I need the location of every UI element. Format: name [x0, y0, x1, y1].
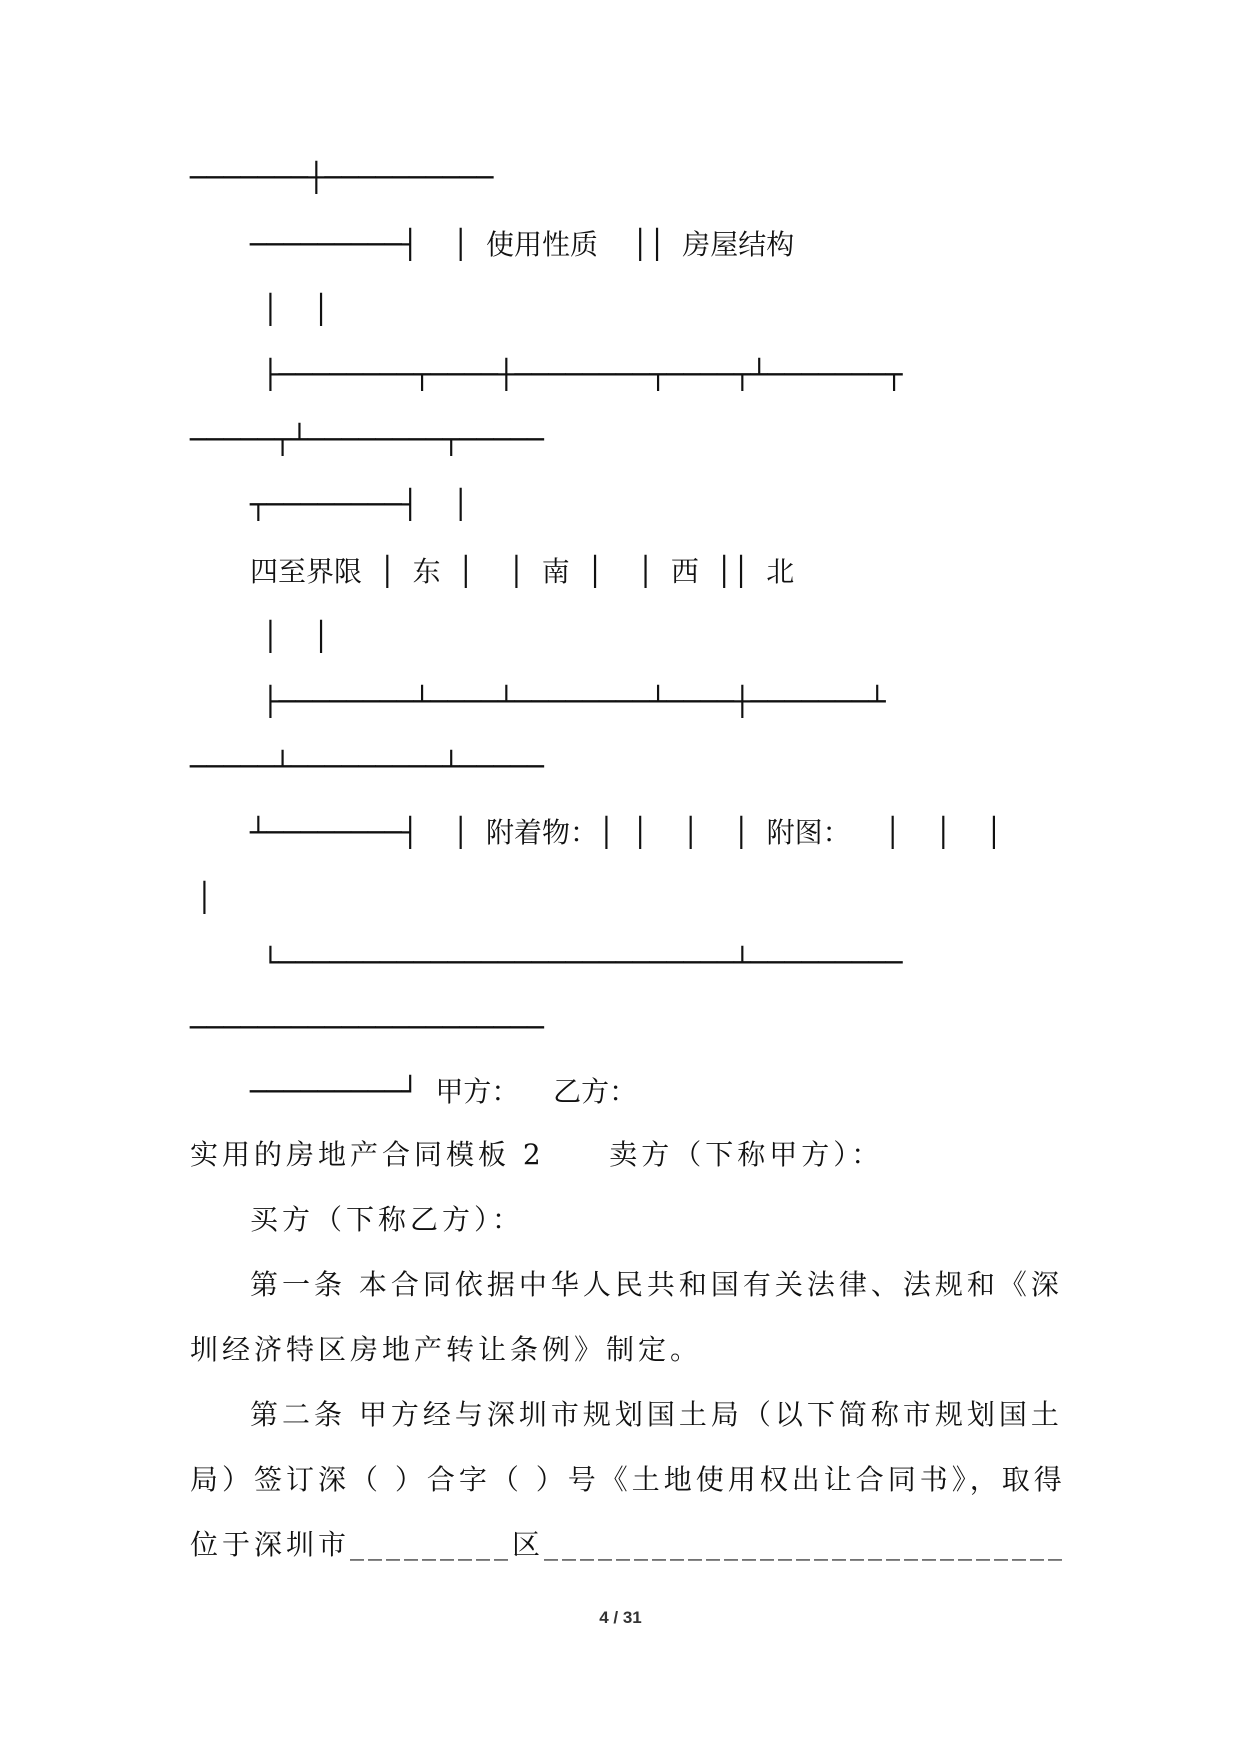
table-border-line: ├────────┴────┴────────┴────┼───────┴: [262, 685, 886, 718]
paragraph-line: 圳经济特区房地产转让条例》制定。: [190, 1333, 703, 1366]
table-border-line: ─────────────────────: [190, 1011, 545, 1044]
table-border-line: ├────────┬────┼────────┬────┬┴───────┬: [262, 358, 903, 391]
paragraph-line: 第二条 甲方经与深圳市规划国土局（以下简称市规划国土: [250, 1398, 1063, 1431]
section-title: 实用的房地产合同模板 2 卖方（下称甲方）：: [190, 1138, 884, 1171]
table-attachment-row: ┴────────┤ │ 附着物：│ │ │ │ 附图： │ │ │: [250, 816, 1003, 849]
paragraph-line: 局）签订深（ ）合字（ ）号《土地使用权出让合同书》，取得: [190, 1463, 1066, 1496]
paragraph-line: 买方（下称乙方）：: [250, 1203, 525, 1236]
table-boundary-row: 四至界限 │ 东 │ │ 南 │ │ 西 ││ 北: [250, 555, 795, 588]
table-border-line: ┬────────┤ │: [250, 488, 470, 521]
table-border-line: ─────┬┴────────┬─────: [190, 423, 545, 456]
table-border-line: │: [196, 881, 213, 914]
table-border-line: │ │: [262, 620, 330, 653]
paragraph-line: 位于深圳市_________区_____________________________: [190, 1528, 1067, 1561]
table-border-line: ─────┴─────────┴─────: [190, 750, 545, 783]
table-border-line: ───────┼──────────: [190, 161, 494, 194]
page-number: 4 / 31: [599, 1608, 642, 1627]
table-border-line: └───────────────────────────┴─────────: [262, 946, 903, 979]
table-signature-row: ─────────┘ 甲方： 乙方：: [250, 1075, 638, 1108]
table-header-row: ─────────┤ │ 使用性质 ││ 房屋结构: [250, 228, 795, 261]
paragraph-line: 第一条 本合同依据中华人民共和国有关法律、法规和《深: [250, 1268, 1063, 1301]
table-border-line: │ │: [262, 293, 330, 326]
